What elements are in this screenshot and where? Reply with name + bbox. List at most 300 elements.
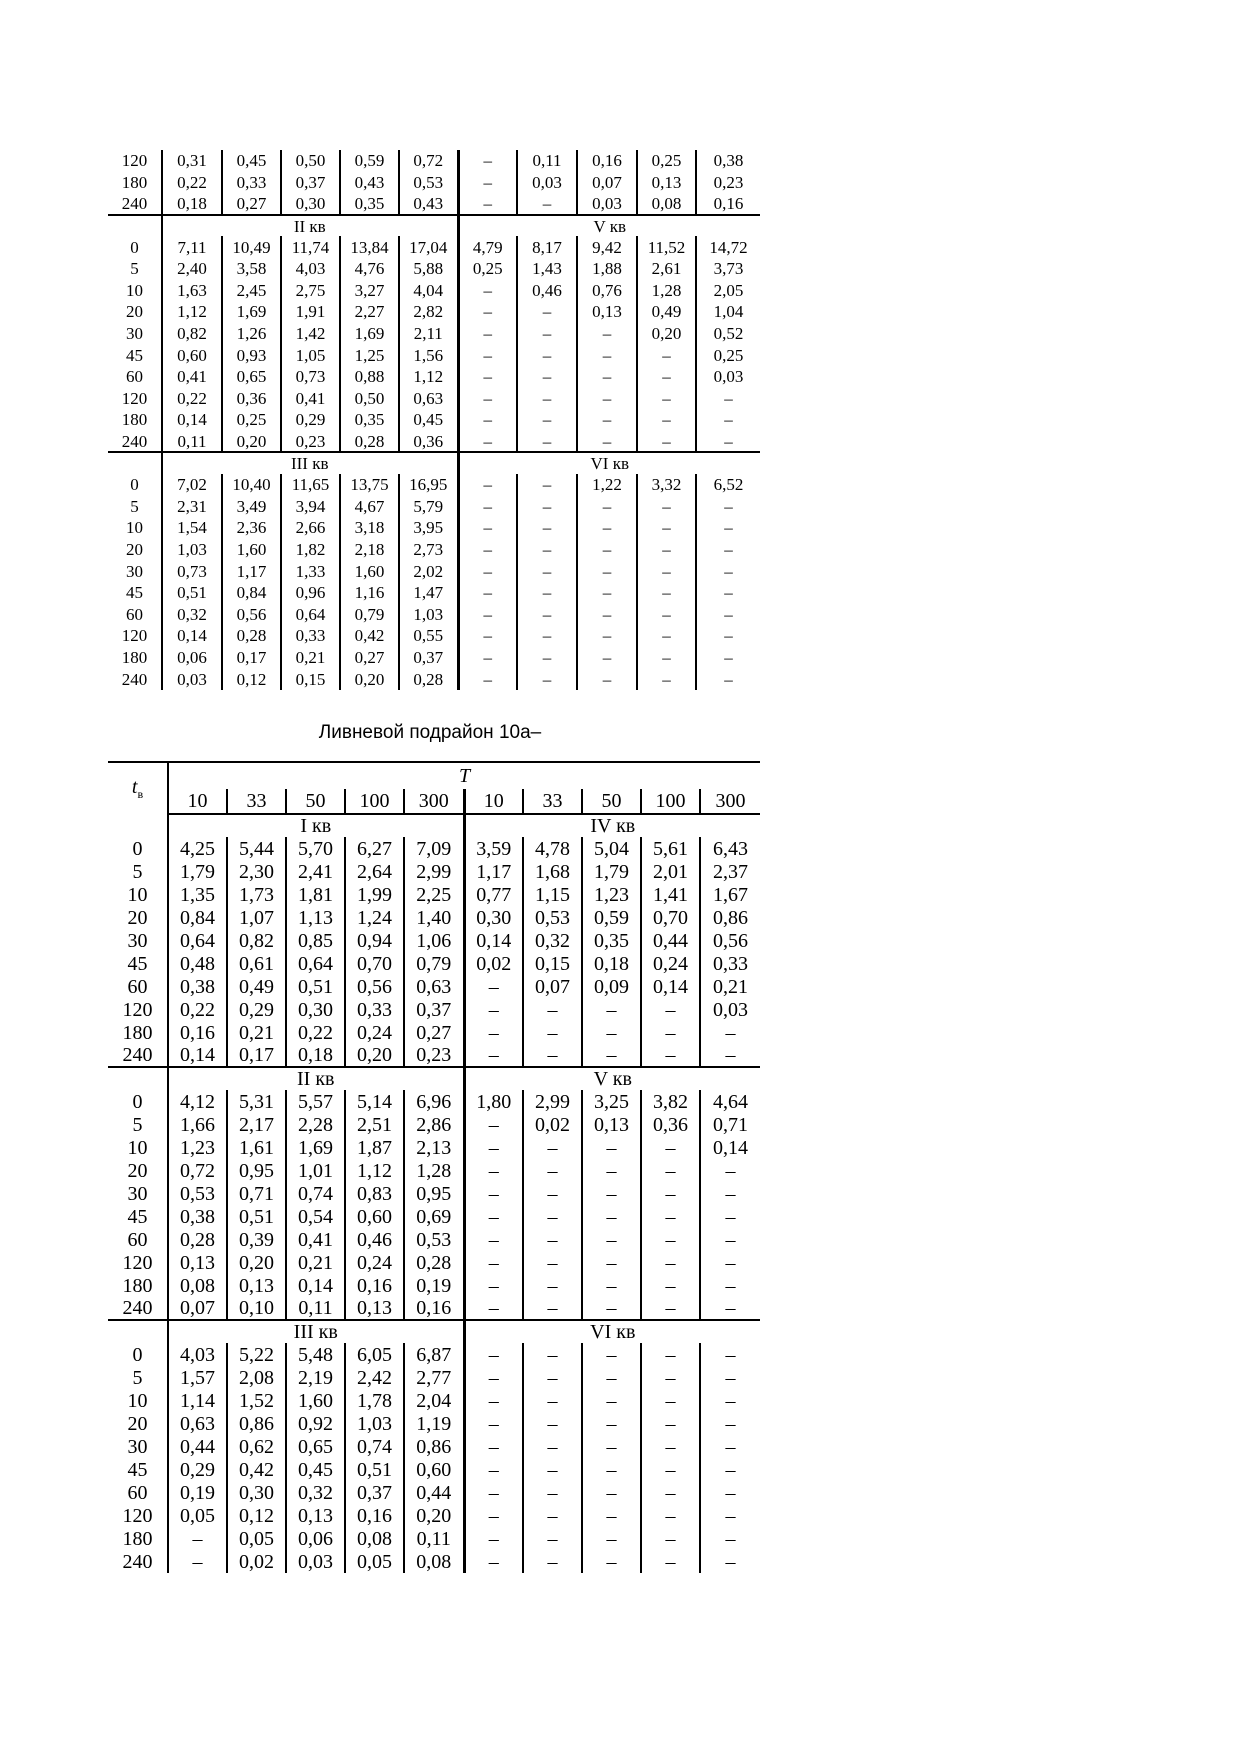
table-row [108, 1251, 760, 1274]
value-cell: 1,91 [281, 301, 340, 323]
value-cell: – [637, 344, 696, 366]
value-cell: 0,07 [168, 1297, 227, 1320]
value-cell: – [523, 1527, 582, 1550]
value-cell: 1,57 [168, 1366, 227, 1389]
value-cell: 1,17 [464, 860, 523, 883]
duration-cell: 20 [127, 906, 148, 929]
value-cell: 1,12 [345, 1159, 404, 1182]
value-cell: 0,49 [637, 301, 696, 323]
value-cell: – [458, 539, 517, 561]
value-cell: – [464, 1458, 523, 1481]
value-cell: 6,96 [404, 1090, 464, 1113]
quarter-section-row [108, 814, 760, 837]
value-cell: 3,49 [222, 496, 281, 518]
value-cell: – [517, 409, 577, 431]
value-cell: 0,60 [162, 344, 222, 366]
value-cell: 0,49 [227, 975, 286, 998]
value-cell: – [696, 625, 760, 647]
duration-cell: 0 [132, 837, 143, 860]
table-row [108, 1228, 760, 1251]
value-cell: – [637, 431, 696, 453]
empty-cell [108, 814, 168, 837]
value-cell: – [577, 582, 637, 604]
value-cell: 0,56 [345, 975, 404, 998]
value-cell: 0,95 [227, 1159, 286, 1182]
table-row [108, 668, 760, 690]
return-period-cell: 33 [523, 789, 582, 814]
table-row [108, 474, 760, 496]
table-row [108, 560, 760, 582]
duration-cell: 180 [122, 1527, 153, 1550]
value-cell: 0,16 [577, 150, 637, 172]
value-cell: 0,14 [464, 929, 523, 952]
duration-cell: 45 [127, 1458, 148, 1481]
value-cell: 1,04 [696, 301, 760, 323]
value-cell: 1,78 [345, 1389, 404, 1412]
duration-cell: 120 [122, 998, 153, 1021]
value-cell: – [523, 1044, 582, 1067]
quarter-label: IV кв [464, 814, 760, 837]
value-cell: 0,13 [345, 1297, 404, 1320]
value-cell: 0,33 [281, 625, 340, 647]
value-cell: – [517, 668, 577, 690]
value-cell: 1,99 [345, 883, 404, 906]
value-cell: – [458, 668, 517, 690]
value-cell: 0,13 [168, 1251, 227, 1274]
value-cell: 10,49 [222, 236, 281, 258]
value-cell: 1,03 [162, 539, 222, 561]
value-cell: – [464, 1044, 523, 1067]
value-cell: 2,41 [286, 860, 345, 883]
value-cell: – [696, 668, 760, 690]
value-cell: – [464, 1251, 523, 1274]
value-cell: – [517, 388, 577, 410]
value-cell: 0,70 [641, 906, 700, 929]
duration-cell: 20 [127, 1412, 148, 1435]
value-cell: 1,66 [168, 1113, 227, 1136]
value-cell: 1,43 [517, 258, 577, 280]
value-cell: – [641, 1021, 700, 1044]
value-cell: 5,79 [399, 496, 458, 518]
value-cell: 0,05 [168, 1504, 227, 1527]
value-cell: – [523, 1366, 582, 1389]
value-cell: – [458, 474, 517, 496]
value-cell: 2,42 [345, 1366, 404, 1389]
table-row [108, 388, 760, 410]
value-cell: – [641, 998, 700, 1021]
duration-cell: 10 [127, 1136, 148, 1159]
table-row [108, 1159, 760, 1182]
value-cell: 0,62 [227, 1435, 286, 1458]
value-cell: – [641, 1366, 700, 1389]
value-cell: 0,53 [404, 1228, 464, 1251]
value-cell: 0,25 [696, 344, 760, 366]
table-row [108, 301, 760, 323]
return-period-cell: 10 [168, 789, 227, 814]
quarter-label: VI кв [458, 452, 760, 474]
value-cell: 5,22 [227, 1343, 286, 1366]
value-cell: 0,65 [286, 1435, 345, 1458]
value-cell: – [577, 431, 637, 453]
value-cell: 0,08 [404, 1550, 464, 1573]
value-cell: 0,24 [345, 1021, 404, 1044]
value-cell: 0,65 [222, 366, 281, 388]
value-cell: 0,20 [222, 431, 281, 453]
duration-cell: 240 [122, 1550, 153, 1573]
value-cell: 1,60 [222, 539, 281, 561]
value-cell: 0,23 [404, 1044, 464, 1067]
value-cell: 0,03 [517, 172, 577, 194]
value-cell: – [517, 431, 577, 453]
value-cell: 1,88 [577, 258, 637, 280]
value-cell: 3,94 [281, 496, 340, 518]
value-cell: – [577, 323, 637, 345]
value-cell: 6,87 [404, 1343, 464, 1366]
table-row [108, 539, 760, 561]
value-cell: – [637, 560, 696, 582]
value-cell: 2,86 [404, 1113, 464, 1136]
value-cell: 0,03 [286, 1550, 345, 1573]
duration-cell: 60 [126, 604, 143, 624]
value-cell: 0,51 [286, 975, 345, 998]
value-cell: – [641, 1159, 700, 1182]
duration-cell: 60 [126, 367, 143, 387]
value-cell: 0,09 [582, 975, 641, 998]
value-cell: 0,63 [168, 1412, 227, 1435]
value-cell: 0,16 [404, 1297, 464, 1320]
value-cell: 0,28 [404, 1251, 464, 1274]
value-cell: 0,18 [162, 193, 222, 215]
value-cell: 0,32 [286, 1481, 345, 1504]
table-row [108, 647, 760, 669]
value-cell: – [523, 1481, 582, 1504]
value-cell: 5,57 [286, 1090, 345, 1113]
value-cell: – [700, 1481, 760, 1504]
value-cell: – [464, 1297, 523, 1320]
value-cell: 0,61 [227, 952, 286, 975]
value-cell: – [582, 1251, 641, 1274]
value-cell: 0,59 [340, 150, 399, 172]
value-cell: 5,04 [582, 837, 641, 860]
value-cell: 0,21 [700, 975, 760, 998]
value-cell: – [641, 1274, 700, 1297]
value-cell: 2,66 [281, 517, 340, 539]
value-cell: 0,28 [399, 668, 458, 690]
value-cell: 1,40 [404, 906, 464, 929]
value-cell: – [582, 1136, 641, 1159]
value-cell: 0,88 [340, 366, 399, 388]
value-cell: 0,27 [222, 193, 281, 215]
value-cell: – [696, 388, 760, 410]
value-cell: – [458, 193, 517, 215]
value-cell: – [458, 517, 517, 539]
table-row [108, 366, 760, 388]
value-cell: – [464, 1527, 523, 1550]
value-cell: – [523, 1136, 582, 1159]
duration-cell: 5 [132, 1113, 143, 1136]
table-row [108, 1136, 760, 1159]
value-cell: – [464, 1182, 523, 1205]
value-cell: 0,02 [227, 1550, 286, 1573]
value-cell: 2,02 [399, 560, 458, 582]
value-cell: 1,60 [286, 1389, 345, 1412]
table-row [108, 837, 760, 860]
value-cell: 5,88 [399, 258, 458, 280]
value-cell: – [700, 1159, 760, 1182]
value-cell: 0,17 [222, 647, 281, 669]
value-cell: – [523, 998, 582, 1021]
value-cell: 0,48 [168, 952, 227, 975]
value-cell: – [577, 496, 637, 518]
value-cell: 2,75 [281, 280, 340, 302]
quarter-label: VI кв [464, 1320, 760, 1343]
value-cell: – [458, 582, 517, 604]
table-row [108, 1343, 760, 1366]
value-cell: 0,19 [168, 1481, 227, 1504]
value-cell: 0,59 [582, 906, 641, 929]
value-cell: 1,54 [162, 517, 222, 539]
duration-cell: 30 [126, 324, 143, 344]
value-cell: – [464, 1021, 523, 1044]
value-cell: 6,05 [345, 1343, 404, 1366]
value-cell: – [458, 150, 517, 172]
duration-cell: 60 [127, 975, 148, 998]
value-cell: 0,79 [404, 952, 464, 975]
t-symbol: t [131, 776, 138, 798]
value-cell: 0,28 [222, 625, 281, 647]
value-cell: 0,60 [345, 1205, 404, 1228]
value-cell: 3,32 [637, 474, 696, 496]
value-cell: 0,36 [399, 431, 458, 453]
value-cell: 2,31 [162, 496, 222, 518]
table-row [108, 1274, 760, 1297]
value-cell: 0,38 [168, 975, 227, 998]
value-cell: 0,60 [404, 1458, 464, 1481]
table-row [108, 860, 760, 883]
value-cell: 0,35 [340, 193, 399, 215]
value-cell: – [641, 1182, 700, 1205]
value-cell: 0,28 [340, 431, 399, 453]
value-cell: 0,14 [641, 975, 700, 998]
value-cell: 0,20 [404, 1504, 464, 1527]
value-cell: 0,79 [340, 603, 399, 625]
value-cell: 1,24 [345, 906, 404, 929]
duration-cell: 45 [126, 583, 143, 603]
value-cell: – [458, 344, 517, 366]
value-cell: – [458, 647, 517, 669]
value-cell: – [523, 1251, 582, 1274]
value-cell: 1,81 [286, 883, 345, 906]
value-cell: – [637, 582, 696, 604]
value-cell: – [637, 603, 696, 625]
value-cell: 11,74 [281, 236, 340, 258]
value-cell: 0,20 [345, 1044, 404, 1067]
value-cell: 1,28 [404, 1159, 464, 1182]
value-cell: – [641, 1136, 700, 1159]
value-cell: – [641, 1228, 700, 1251]
value-cell: 4,03 [281, 258, 340, 280]
value-cell: 0,17 [227, 1044, 286, 1067]
value-cell: 0,41 [162, 366, 222, 388]
table-row [108, 952, 760, 975]
header-row-periods [108, 789, 760, 814]
value-cell: – [700, 1182, 760, 1205]
value-cell: 0,31 [162, 150, 222, 172]
value-cell: 1,69 [222, 301, 281, 323]
value-cell: 0,38 [168, 1205, 227, 1228]
duration-cell: 60 [127, 1481, 148, 1504]
duration-cell: 5 [132, 1366, 143, 1389]
value-cell: 0,08 [168, 1274, 227, 1297]
duration-cell: 5 [130, 259, 139, 279]
lower-data-table [108, 761, 760, 1573]
duration-cell: 240 [108, 193, 162, 215]
value-cell: 0,14 [700, 1136, 760, 1159]
quarter-section-row [108, 1320, 760, 1343]
value-cell: – [582, 1389, 641, 1412]
value-cell: 0,29 [227, 998, 286, 1021]
value-cell: – [577, 388, 637, 410]
value-cell: – [464, 1113, 523, 1136]
value-cell: – [696, 431, 760, 453]
value-cell: – [582, 1159, 641, 1182]
value-cell: – [637, 496, 696, 518]
value-cell: 0,05 [227, 1527, 286, 1550]
value-cell: 0,32 [162, 603, 222, 625]
duration-cell: 30 [126, 561, 143, 581]
value-cell: 4,64 [700, 1090, 760, 1113]
value-cell: 0,11 [162, 431, 222, 453]
value-cell: – [641, 1412, 700, 1435]
value-cell: 6,27 [345, 837, 404, 860]
value-cell: – [637, 517, 696, 539]
value-cell: 0,46 [345, 1228, 404, 1251]
duration-cell: 240 [121, 669, 148, 689]
value-cell: 0,35 [340, 409, 399, 431]
value-cell: – [517, 625, 577, 647]
value-cell: 3,59 [464, 837, 523, 860]
value-cell: 3,27 [340, 280, 399, 302]
value-cell: 0,37 [345, 1481, 404, 1504]
duration-cell: 45 [127, 952, 148, 975]
value-cell: – [641, 1481, 700, 1504]
quarter-label: V кв [458, 215, 760, 237]
value-cell: 0,11 [404, 1527, 464, 1550]
value-cell: 1,07 [227, 906, 286, 929]
value-cell: – [517, 539, 577, 561]
value-cell: 1,79 [168, 860, 227, 883]
value-cell: 0,03 [577, 193, 637, 215]
table-row [108, 1389, 760, 1412]
table-row [108, 1090, 760, 1113]
value-cell: 0,53 [168, 1182, 227, 1205]
value-cell: – [700, 1389, 760, 1412]
value-cell: 0,52 [696, 323, 760, 345]
duration-cell: 120 [122, 1504, 153, 1527]
value-cell: – [577, 625, 637, 647]
value-cell: – [517, 344, 577, 366]
value-cell: – [696, 603, 760, 625]
value-cell: – [641, 1389, 700, 1412]
duration-cell: 180 [121, 172, 148, 192]
value-cell: 0,72 [168, 1159, 227, 1182]
quarter-label: I кв [168, 814, 464, 837]
value-cell: 0,03 [696, 366, 760, 388]
value-cell: 17,04 [399, 236, 458, 258]
duration-cell: 20 [126, 539, 143, 559]
value-cell: 13,84 [340, 236, 399, 258]
value-cell: – [523, 1021, 582, 1044]
value-cell: 4,12 [168, 1090, 227, 1113]
value-cell: 0,82 [227, 929, 286, 952]
upper-data-table [108, 150, 760, 690]
value-cell: 0,64 [286, 952, 345, 975]
duration-cell: 5 [132, 860, 143, 883]
t-column-header [108, 762, 168, 814]
return-period-cell: 300 [404, 789, 464, 814]
value-cell: 1,69 [340, 323, 399, 345]
value-cell: 2,04 [404, 1389, 464, 1412]
value-cell: – [577, 409, 637, 431]
value-cell: 0,44 [168, 1435, 227, 1458]
duration-cell: 0 [132, 1090, 143, 1113]
value-cell: – [523, 1504, 582, 1527]
value-cell: – [696, 409, 760, 431]
table-row [108, 883, 760, 906]
value-cell: 1,69 [286, 1136, 345, 1159]
value-cell: 0,70 [345, 952, 404, 975]
value-cell: 1,35 [168, 883, 227, 906]
value-cell: 0,86 [404, 1435, 464, 1458]
value-cell: 2,17 [227, 1113, 286, 1136]
value-cell: 0,43 [340, 172, 399, 194]
duration-cell: 5 [130, 496, 139, 516]
value-cell: – [700, 1021, 760, 1044]
value-cell: 0,27 [404, 1021, 464, 1044]
value-cell: – [637, 647, 696, 669]
value-cell: – [582, 1412, 641, 1435]
value-cell: – [582, 1182, 641, 1205]
duration-cell: 10 [126, 280, 143, 300]
table-row [108, 582, 760, 604]
value-cell: 0,14 [162, 625, 222, 647]
value-cell: 0,19 [404, 1274, 464, 1297]
value-cell: 0,05 [345, 1550, 404, 1573]
value-cell: 0,22 [162, 388, 222, 410]
value-cell: 0,02 [523, 1113, 582, 1136]
return-period-cell: 300 [700, 789, 760, 814]
empty-cell [108, 1320, 168, 1343]
value-cell: – [582, 1366, 641, 1389]
value-cell: – [641, 1205, 700, 1228]
value-cell: – [582, 1044, 641, 1067]
value-cell: 0,86 [227, 1412, 286, 1435]
value-cell: – [168, 1550, 227, 1573]
value-cell: 4,79 [458, 236, 517, 258]
value-cell: – [696, 517, 760, 539]
value-cell: 1,67 [700, 883, 760, 906]
value-cell: – [582, 998, 641, 1021]
value-cell: – [523, 1389, 582, 1412]
value-cell: 0,20 [340, 668, 399, 690]
value-cell: 0,83 [345, 1182, 404, 1205]
value-cell: – [464, 1274, 523, 1297]
value-cell: 0,33 [345, 998, 404, 1021]
value-cell: – [637, 366, 696, 388]
value-cell: 4,76 [340, 258, 399, 280]
table-row [108, 280, 760, 302]
value-cell: 0,51 [227, 1205, 286, 1228]
